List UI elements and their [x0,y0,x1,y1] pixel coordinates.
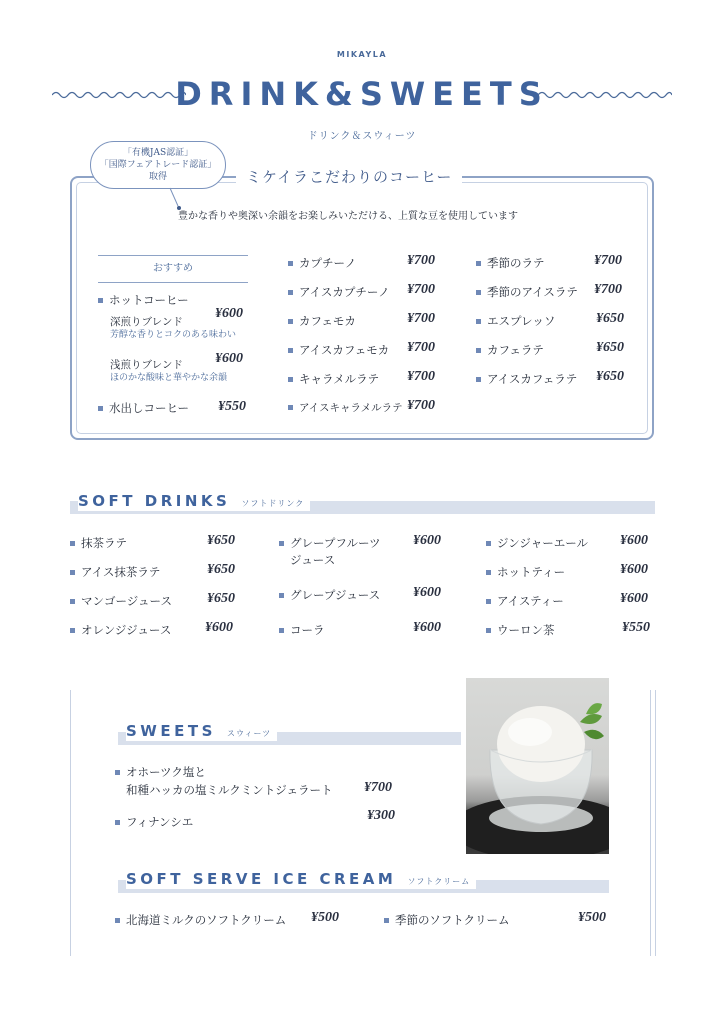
item-price: ¥600 [413,620,441,635]
item-price: ¥300 [367,808,395,823]
item-name: カフェラテ [487,343,544,357]
recommended-label: おすすめ [98,255,248,283]
menu-item [476,255,545,271]
bullet-icon [70,541,75,546]
bullet-icon [486,628,491,633]
coffee-section-title: ミケイラこだわりのコーヒー [236,165,462,189]
bullet-icon [486,599,491,604]
menu-item [486,622,555,638]
bullet-icon [288,348,293,353]
menu-item [476,371,577,387]
soft-serve-heading [126,869,476,889]
right-border-line [655,690,656,956]
menu-item [288,284,390,300]
item-price: ¥600 [620,562,648,577]
badge-line-2: 「国際フェアトレード認証」 [99,160,217,170]
menu-item [98,400,189,416]
item-name: 水出しコーヒー [109,401,190,415]
left-border-line [70,690,71,956]
item-price: ¥700 [407,311,435,326]
bullet-icon [486,541,491,546]
bullet-icon [279,628,284,633]
item-name: アイスティー [497,594,564,608]
menu-item [486,535,588,551]
item-name: グレープフルーツ [290,536,381,550]
menu-item [279,622,325,638]
bullet-icon [279,593,284,598]
bullet-icon [476,290,481,295]
section-title: SOFT SERVE ICE CREAM [126,870,402,888]
item-price: ¥600 [215,306,243,321]
menu-item [476,284,578,300]
menu-item [288,371,379,387]
item-name: オホーツク塩と [126,765,206,779]
menu-item [98,292,189,308]
bullet-icon [288,261,293,266]
gelato-illustration [466,678,609,854]
item-name: 浅煎りブレンド [110,359,183,371]
item-name: カフェモカ [299,314,356,328]
item-price: ¥600 [413,585,441,600]
bullet-icon [476,348,481,353]
item-price: ¥550 [218,399,246,414]
menu-item [288,400,403,415]
item-name: アイスカプチーノ [299,285,390,299]
item-price: ¥600 [620,591,648,606]
right-wave-ornament [538,90,672,100]
soft-drinks-heading [78,491,310,511]
bullet-icon [476,261,481,266]
item-price: ¥700 [407,369,435,384]
bullet-icon [476,377,481,382]
item-price: ¥700 [407,340,435,355]
right-border-line [650,690,651,956]
bullet-icon [384,918,389,923]
item-price: ¥650 [207,562,235,577]
item-name: グレープジュース [290,588,381,602]
item-price: ¥500 [578,910,606,925]
item-price: ¥650 [207,591,235,606]
menu-item [486,593,564,609]
badge-line-1: 「有機JAS認証」 [122,148,194,158]
section-subtitle: ソフトドリンク [241,499,305,508]
item-name: フィナンシエ [126,815,194,829]
item-price: ¥600 [620,533,648,548]
badge-line-3: 取得 [148,172,167,182]
menu-item [476,342,544,358]
menu-item [115,912,286,928]
item-name: オレンジジュース [81,623,172,637]
bullet-icon [486,570,491,575]
menu-item [288,313,356,329]
item-price: ¥500 [311,910,339,925]
item-price: ¥650 [596,311,624,326]
bullet-icon [288,405,293,410]
item-name: 季節のソフトクリーム [395,913,510,927]
item-price: ¥600 [215,351,243,366]
item-name: ホットティー [497,565,566,579]
item-price: ¥700 [407,253,435,268]
item-name: コーラ [290,623,325,637]
menu-item-line2: 和種ハッカの塩ミルクミントジェラート [126,783,333,797]
coffee-description: 豊かな香りや奥深い余韻をお楽しみいただける、上質な豆を使用しています [178,211,518,222]
item-name: マンゴージュース [81,594,172,608]
bullet-icon [98,406,103,411]
item-name: ホットコーヒー [109,293,189,307]
item-price: ¥650 [596,369,624,384]
bullet-icon [115,770,120,775]
item-name: アイス抹茶ラテ [81,565,161,579]
brand-name: MIKAYLA [336,50,388,59]
page-subtitle: ドリンク＆スウィーツ [307,131,417,142]
item-name: 季節のアイスラテ [487,285,578,299]
item-price: ¥600 [413,533,441,548]
section-subtitle: スウィーツ [226,729,272,738]
bullet-icon [115,820,120,825]
sweets-heading [126,721,277,741]
item-price: ¥700 [594,282,622,297]
bullet-icon [288,290,293,295]
item-name: 北海道ミルクのソフトクリーム [126,913,287,927]
menu-item-line2: ジュース [290,553,336,567]
item-price: ¥650 [596,340,624,355]
bullet-icon [476,319,481,324]
menu-item [279,587,380,603]
item-price: ¥650 [207,533,235,548]
item-name: エスプレッソ [487,314,556,328]
menu-item [279,535,381,551]
item-name: 抹茶ラテ [81,536,127,550]
menu-item [288,342,389,358]
menu-item [70,535,127,551]
section-title: SOFT DRINKS [78,492,236,510]
menu-item [288,255,356,271]
bullet-icon [115,918,120,923]
menu-item [115,814,193,830]
blend-note: ほのかな酸味と華やかな余韻 [110,373,228,383]
menu-item [384,912,510,928]
bullet-icon [70,628,75,633]
item-name: アイスキャラメルラテ [299,402,403,414]
page-title: DRINK&SWEETS [175,75,549,113]
item-name: ジンジャーエール [497,536,588,550]
bullet-icon [288,319,293,324]
bullet-icon [70,599,75,604]
item-name: キャラメルラテ [299,372,380,386]
menu-item [70,593,172,609]
item-price: ¥700 [594,253,622,268]
item-name: カプチーノ [299,256,357,270]
item-name: ウーロン茶 [497,623,555,637]
section-title: SWEETS [126,722,222,740]
bullet-icon [279,541,284,546]
item-name: アイスカフェラテ [487,372,578,386]
menu-item [70,564,160,580]
item-name: アイスカフェモカ [299,343,390,357]
menu-item [486,564,565,580]
item-price: ¥550 [622,620,650,635]
blend-note: 芳醇な香りとコクのある味わい [110,330,237,340]
bullet-icon [98,298,103,303]
menu-item [70,622,171,638]
section-subtitle: ソフトクリーム [407,877,471,886]
item-price: ¥600 [205,620,233,635]
gelato-photo [466,678,609,854]
bullet-icon [288,377,293,382]
item-price: ¥700 [364,780,392,795]
menu-item [115,764,206,780]
item-price: ¥700 [407,398,435,413]
bullet-icon [70,570,75,575]
item-name: 深煎りブレンド [110,316,183,328]
item-name: 季節のラテ [487,256,545,270]
item-price: ¥700 [407,282,435,297]
menu-item [476,313,555,329]
certification-badge [90,141,226,189]
